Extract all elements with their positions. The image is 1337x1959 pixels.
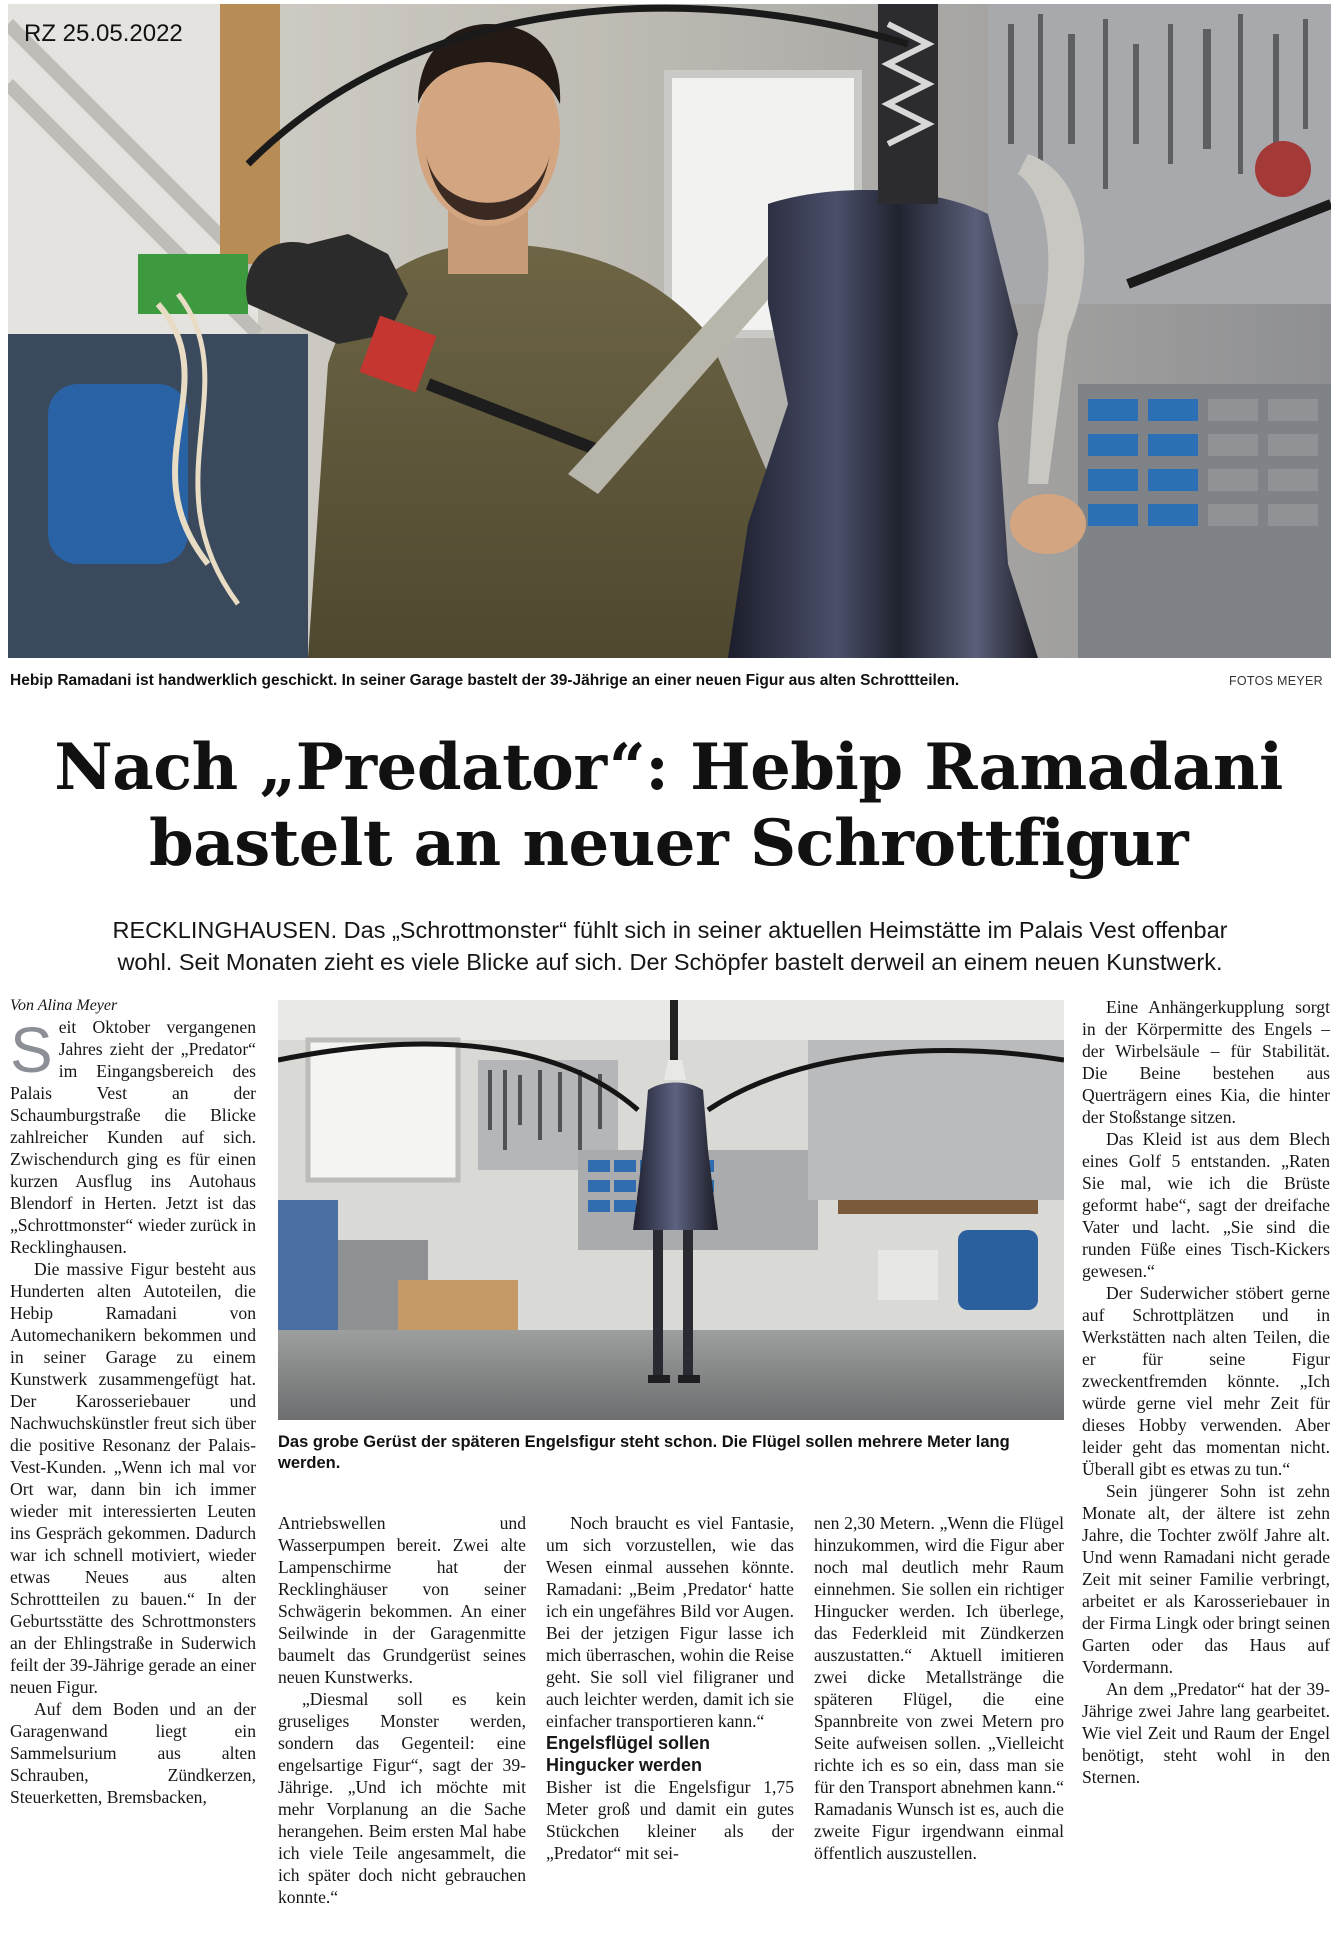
article-paragraph: Antriebswellen und Wasserpumpen bereit. Zwei alte Lampenschirme hat der Recklinghäuser von seiner Schwägerin bekommen. An einer Seilwinde in der Garagenmitte baumelt das Grundgerüst seines neuen Kunstwerks.	[278, 1513, 526, 1687]
article-paragraph: Noch braucht es viel Fantasie, um sich vorzustellen, wie das Wesen einmal aussehen könnte. Ramadani: „Beim ‚Predator‘ hatte ich ein ungefähres Bild vor Augen. Bei der jetzigen Figur lasse ich mich überraschen, wohin die Reise geht. Sie soll viel filigraner und auch leichter werden, damit ich sie einfacher transportieren kann.“	[546, 1513, 794, 1731]
article-paragraph: nen 2,30 Metern. „Wenn die Flügel hinzukommen, wird die Figur aber noch mal deutlich mehr Raum einnehmen. Sie sollen ein richtiger Hingucker werden. Ich überlege, das Federkleid mit Zündkerzen auszustatten.“ Aktuell imitieren zwei dicke Metallstränge die späteren Flügel, die eine Spannbreite von zwei Metern pro Seite aufweisen sollen. „Vielleicht richte ich es so ein, dass man sie für den Transport abnehmen kann.“ Ramadanis Wunsch ist es, auch die zweite Figur irgendwann einmal öffentlich auszustellen.	[814, 1513, 1064, 1863]
article-paragraph: Die massive Figur besteht aus Hunderten alten Autoteilen, die Hebip Ramadani von Automechanikern bekommen und in seiner Garage zu einem Kunstwerk zusammengefügt hat. Der Karosseriebauer und Nachwuchskünstler freut sich über die positive Resonanz der Palais-Vest-Kunden. „Wenn ich mal vor Ort war, dann bin ich immer wieder mit interessierten Leuten ins Gespräch gekommen. Dadurch war ich schnell motiviert, wieder etwas Neues aus alten Schrottteilen zu bauen.“ In der Geburtsstätte des Schrottmonsters an der Ehlingstraße in Suderwich feilt der 39-Jährige gerade an einer neuen Figur.	[10, 1259, 256, 1697]
lead-paragraph	[20, 914, 1320, 978]
byline: Von Alina Meyer	[10, 997, 118, 1014]
article-column-3	[546, 1512, 794, 1864]
article-paragraph: Der Suderwicher stöbert gerne auf Schrottplätzen und in Werkstätten nach alten Teilen, die er für seine Figur zweckentfremden könnte. „Ich würde gerne viel mehr Zeit für dieses Hobby verwenden. Aber leider geht das momentan nicht. Überall gibt es etwas zu tun.“	[1082, 1283, 1330, 1479]
article-column-5	[1082, 996, 1330, 1788]
article-paragraph: Eine Anhängerkupplung sorgt in der Körpermitte des Engels – der Wirbelsäule – für Stabilität. Die Beine bestehen aus Querträgern eines Kia, die hinter der Stoßstange sitzen.	[1082, 997, 1330, 1127]
lead-line-1: RECKLINGHAUSEN. Das „Schrottmonster“ fühlt sich in seiner aktuellen Heimstätte im Palais Vest offenbar	[112, 917, 1228, 943]
article-paragraph: An dem „Predator“ hat der 39-Jährige zwei Jahre lang gearbeitet. Wie viel Zeit und Raum der Engel benötigt, steht wohl in den Sternen.	[1082, 1679, 1330, 1787]
article-column-1	[10, 996, 256, 1808]
top-photo-caption: Hebip Ramadani ist handwerklich geschickt. In seiner Garage bastelt der 39-Jährige an einer neuen Figur aus alten Schrottteilen.	[10, 672, 960, 689]
article-paragraph: Bisher ist die Engelsfigur 1,75 Meter groß und damit ein gutes Stückchen kleiner als der „Predator“ mit sei-	[546, 1777, 794, 1863]
date-stamp: RZ 25.05.2022	[24, 20, 183, 47]
article-column-4	[814, 1512, 1064, 1864]
article-paragraph: „Diesmal soll es kein gruseliges Monster werden, sondern das Gegenteil: eine engelsartige Figur“, sagt der 39-Jährige. „Und ich möchte mit mehr Vorplanung an die Sache herangehen. Beim ersten Mal habe ich viele Teile angesammelt, die ich später doch nicht gebrauchen konnte.“	[278, 1689, 526, 1907]
headline-line-1: Nach „Predator“: Hebip Ramadani	[54, 730, 1283, 805]
article-column-2	[278, 1512, 526, 1908]
article-paragraph: Seit Oktober vergangenen Jahres zieht der „Predator“ im Eingangsbereich des Palais Vest an der Schaumburgstraße die Blicke zahlreicher Kunden auf sich. Zwischendurch ging es für einen kurzen Ausflug ins Autohaus Blendorf in Herten. Jetzt ist das „Schrottmonster“ wieder zurück in Recklinghausen.	[10, 1014, 256, 1257]
headline	[0, 730, 1337, 882]
headline-line-2: bastelt an neuer Schrottfigur	[148, 806, 1189, 881]
article-paragraph: Sein jüngerer Sohn ist zehn Monate alt, der ältere ist zehn Jahre, die Tochter zwölf Jahre alt. Und wenn Ramadani nicht gerade Zeit mit seiner Familie verbringt, arbeitet er als Karosseriebauer in der Firma Lingk oder bringt seinen Garten oder das Haus auf Vordermann.	[1082, 1481, 1330, 1677]
top-photo	[8, 4, 1331, 658]
dropcap: S	[10, 1014, 53, 1086]
lead-line-2: wohl. Seit Monaten zieht es viele Blicke auf sich. Der Schöpfer bastelt derweil an einem neuen Kunstwerk.	[117, 949, 1223, 975]
article-paragraph: Auf dem Boden und an der Garagenwand liegt ein Sammelsurium aus alten Schrauben, Zündkerzen, Steuerketten, Bremsbacken,	[10, 1699, 256, 1807]
garage-photo-caption: Das grobe Gerüst der späteren Engelsfigur steht schon. Die Flügel sollen mehrere Meter lang werden.	[278, 1433, 1010, 1472]
garage-photo	[278, 1000, 1064, 1420]
article-paragraph: Das Kleid ist aus dem Blech eines Golf 5 entstanden. „Raten Sie mal, wie ich die Brüste geformt habe“, sagt der dreifache Vater und lacht. „Sie sind die runden Füße eines Tisch-Kickers gewesen.“	[1082, 1129, 1330, 1281]
subheading: Engelsflügel sollen Hingucker werden	[546, 1733, 711, 1775]
photo-credit: FOTOS MEYER	[1228, 674, 1323, 688]
